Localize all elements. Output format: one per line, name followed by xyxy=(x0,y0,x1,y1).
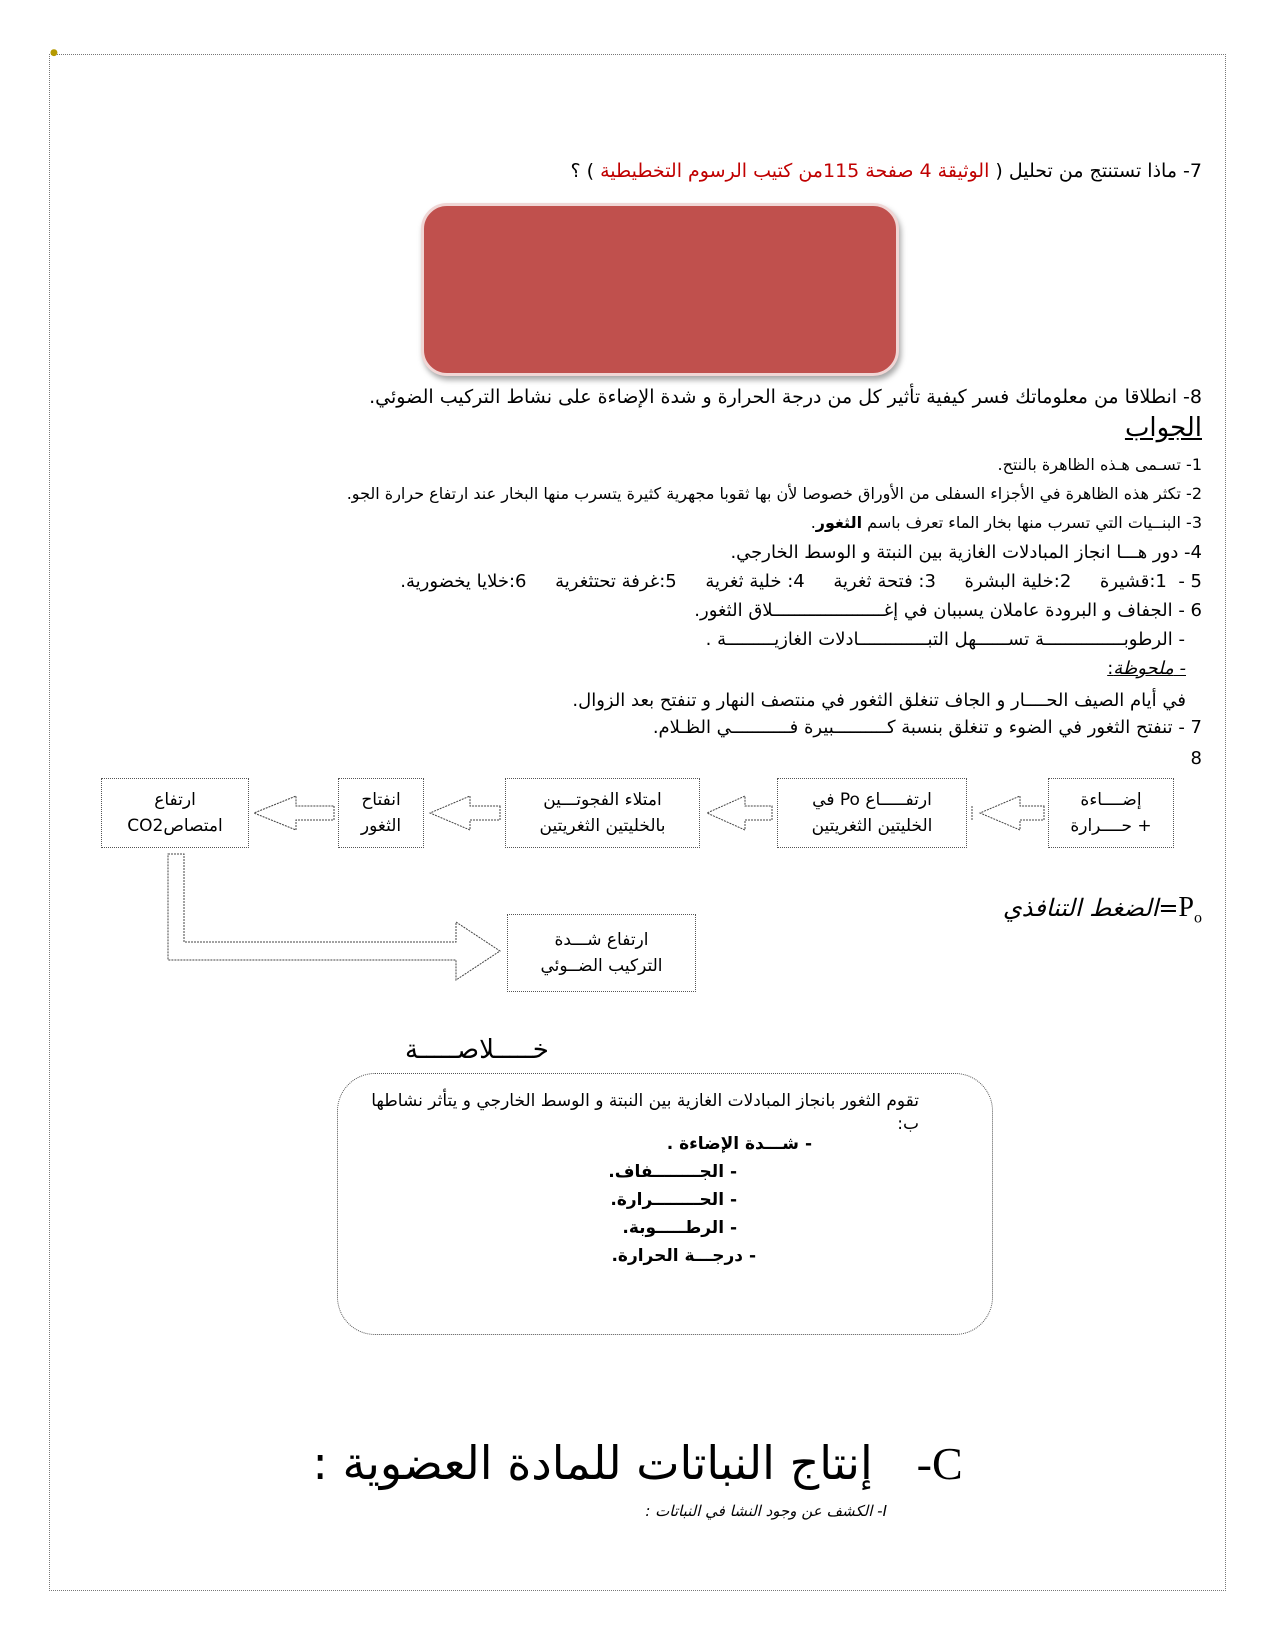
summary-box xyxy=(337,1073,993,1335)
flow-box-light-heat-l1: إضــــاءة xyxy=(1080,790,1142,810)
arrow-down-right-icon xyxy=(168,854,500,980)
question-7-prefix: 7- ماذا تستنتج من تحليل ( xyxy=(989,160,1202,182)
flow-box-stomata-open-l1: انفتاح xyxy=(361,790,401,810)
summary-text: تقوم الثغور بانجاز المبادلات الغازية بين النبتة و الوسط الخارجي و يتأثر نشاطها ب: xyxy=(371,1091,919,1134)
po-meaning: الضغط التنافذي xyxy=(1002,894,1159,922)
flow-box-photosynthesis-l2: التركيب الضــوئي xyxy=(540,956,663,976)
arrow-left-icon xyxy=(707,796,772,830)
question-7-reference: الوثيقة 4 صفحة 115من كتيب الرسوم التخطيطية xyxy=(600,160,990,182)
summary-item-heat: - الحــــــــرارة. xyxy=(610,1190,737,1210)
flow-box-co2-absorption-l1: ارتفاع xyxy=(154,790,196,810)
summary-item-light: - شـــدة الإضاءة . xyxy=(666,1134,812,1154)
flow-box-vacuole-filling-l1: امتلاء الفجوتـــين xyxy=(543,790,662,810)
answer-6: 6 - الجفاف و البرودة عاملان يسببان في إغـــــــــــــــــــــلاق الثغور. xyxy=(694,600,1202,621)
section-c-subtitle: I- الكشف عن وجود النشا في النباتات : xyxy=(645,1502,887,1520)
summary-item-humidity: - الرطـــــوبة. xyxy=(622,1218,737,1238)
question-7-suffix: ) ؟ xyxy=(570,160,601,182)
arrow-left-icon xyxy=(980,796,1044,830)
answer-heading: الجواب xyxy=(1124,413,1202,443)
answer-5: 5 - 1:قشيرة 2:خلية البشرة 3: فتحة ثغرية 4: خلية ثغرية 5:غرفة تحتثغرية 6:خلايا يخضورية. xyxy=(400,571,1202,592)
section-c-text: إنتاج النباتات للمادة العضوية : xyxy=(312,1436,873,1490)
summary-item-drought: - الجــــــــفاف. xyxy=(608,1162,737,1182)
answer-4: 4- دور هـــا انجاز المبادلات الغازية بين النبتة و الوسط الخارجي. xyxy=(730,542,1202,563)
section-c-title xyxy=(0,1436,1275,1490)
answer-3-text: 3- البنــيات التي تسرب منها بخار الماء تعرف باسم xyxy=(862,513,1202,532)
flow-box-po-rise-l1: ارتفـــــاع Po في xyxy=(812,790,932,810)
po-definition xyxy=(1003,892,1202,928)
anchor-icon: ● xyxy=(50,48,58,58)
arrow-left-icon xyxy=(254,796,334,830)
question-8: 8- انطلاقا من معلوماتك فسر كيفية تأثير كل من درجة الحرارة و شدة الإضاءة على نشاط التركيب الضوئي. xyxy=(369,386,1202,408)
answer-8: 8 xyxy=(1190,748,1202,769)
note-label-text: ملحوظة xyxy=(1113,658,1174,679)
flow-box-light-heat-l2: + حــــرارة xyxy=(1070,816,1152,836)
note-label: - ملحوظة: xyxy=(1107,658,1186,679)
summary-item-temperature: - درجـــة الحرارة. xyxy=(611,1246,756,1266)
po-symbol: $P_o$ xyxy=(1178,892,1202,927)
answer-1: 1- تسـمى هـذه الظاهرة بالنتح. xyxy=(997,455,1202,474)
section-c-letter: C- xyxy=(916,1438,963,1489)
flow-box-stomata-open-l2: الثغور xyxy=(360,816,402,836)
flow-box-co2-absorption-l2: امتصاصCO2 xyxy=(127,816,223,836)
answer-3-term: الثغور xyxy=(815,513,863,532)
po-equals: = xyxy=(1158,894,1179,922)
answer-2: 2- تكثر هذه الظاهرة في الأجزاء السفلى من الأوراق خصوصا لأن بها ثقوبا مجهرية كثيرة يتسرب منها البخار عند ارتفاع حرارة الجو. xyxy=(346,484,1202,503)
flow-box-vacuole-filling-l2: بالخليتين الثغريتين xyxy=(539,816,666,836)
answer-3-end: . xyxy=(810,513,816,532)
note-text: في أيام الصيف الحــــار و الجاف تنغلق الثغور في منتصف النهار و تنفتح بعد الزوال. xyxy=(572,690,1186,711)
flow-box-photosynthesis-l1: ارتفاع شـــدة xyxy=(554,930,649,950)
answer-7: 7 - تنفتح الثغور في الضوء و تنغلق بنسبة كــــــــــبيرة فـــــــــــي الظـلام. xyxy=(652,717,1202,738)
note-colon: : xyxy=(1107,658,1114,679)
arrow-left-icon xyxy=(430,796,500,830)
flow-box-po-rise-l2: الخليتين الثغريتين xyxy=(811,816,933,836)
summary-heading: خـــــلاصـــــة xyxy=(405,1035,549,1065)
answer-6-humidity: - الرطوبـــــــــــــــة تســــــهل التبـــــــــــــادلات الغازيـــــــــة . xyxy=(705,629,1185,650)
